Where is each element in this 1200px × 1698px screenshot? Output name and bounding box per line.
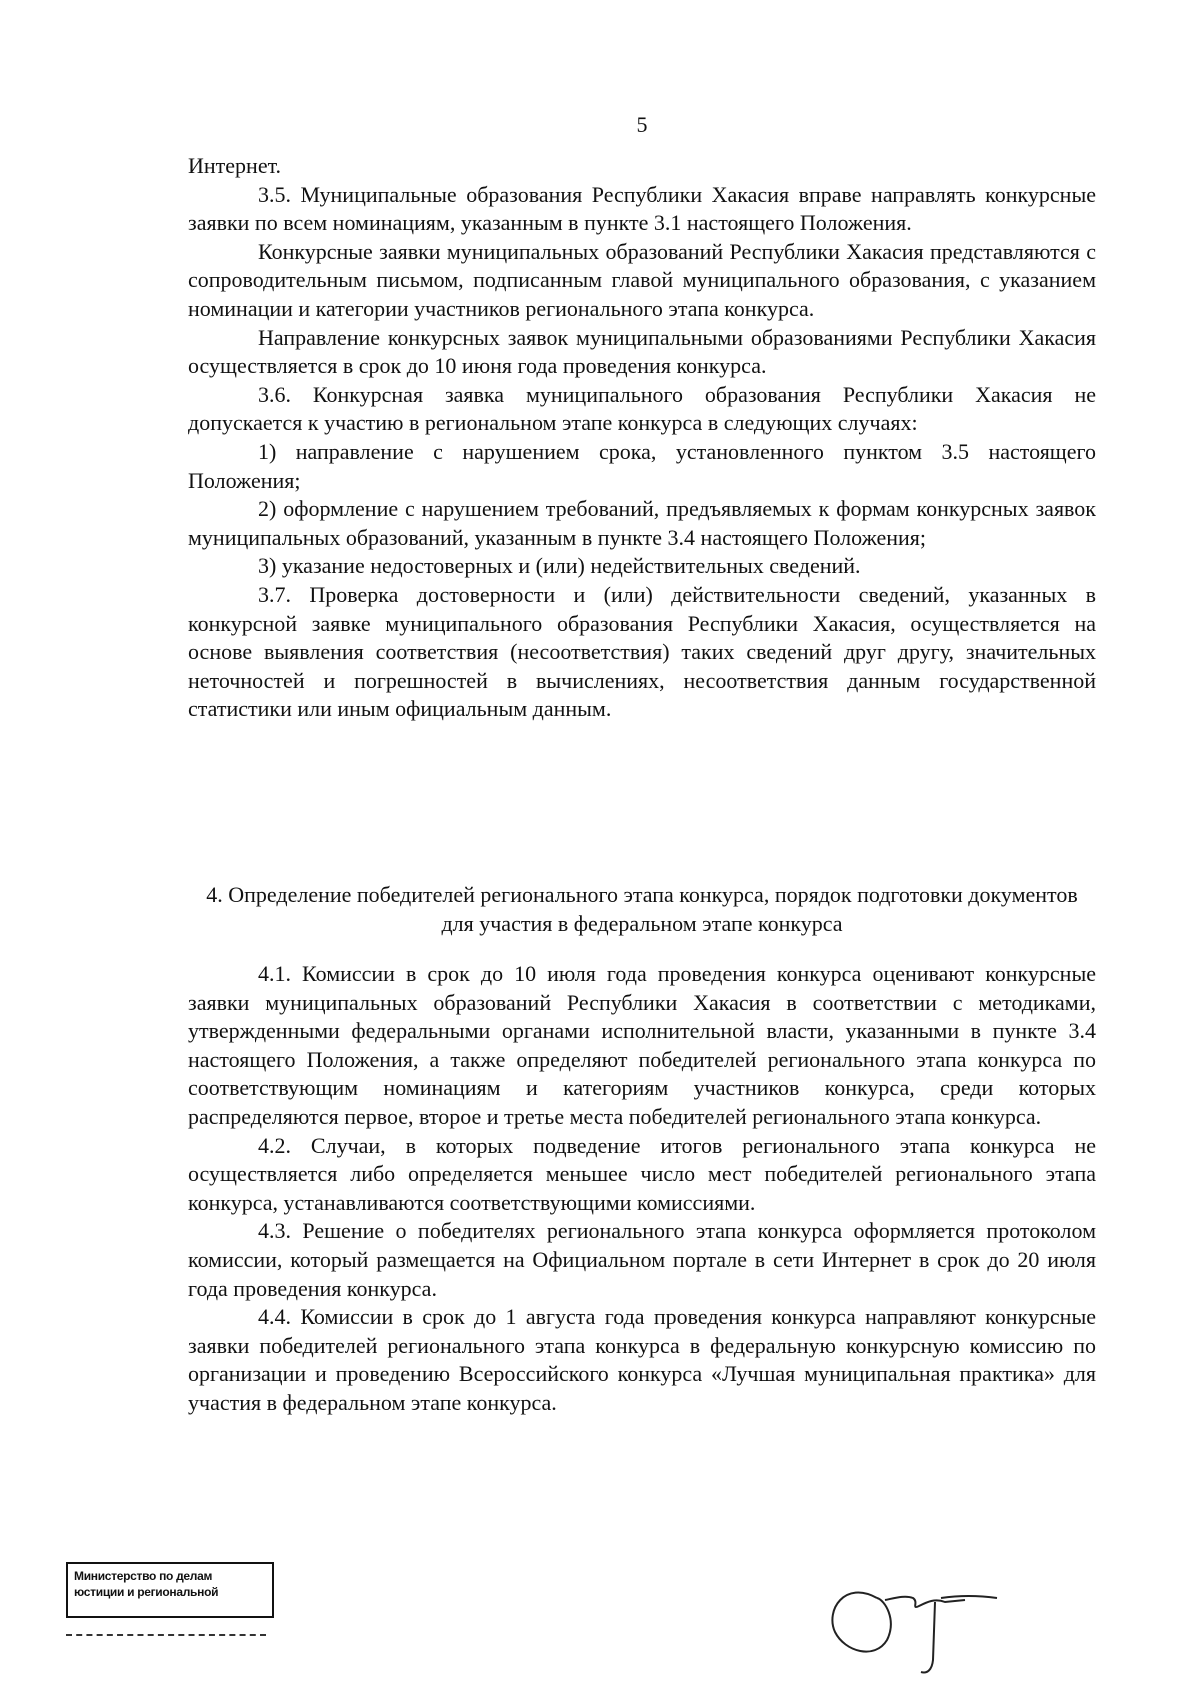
page-number: 5 [636,112,648,137]
paragraph: 1) направление с нарушением срока, установленного пунктом 3.5 настоящего Положения; [188,438,1096,493]
stamp-line-2: юстиции и региональной [74,1585,219,1599]
signature-mark [815,1540,1015,1680]
ministry-stamp [66,1562,274,1618]
paragraph: 4.1. Комиссии в срок до 10 июля года проведения конкурса оценивают конкурсные заявки муниципальных образований Республики Хакасия в соответствии с методиками, утвержденными федеральными органами исполнительной власти, указанными в пункте 3.4 настоящего Положения, а также определяют победителей регионального этапа конкурса по соответствующим номинациям и категориям участников конкурса, среди которых распределяются первое, второе и третье места победителей регионального этапа конкурса. [188,961,1096,1129]
section-body [188,960,1096,1418]
stamp-underline [66,1634,266,1636]
paragraph: 3.7. Проверка достоверности и (или) действительности сведений, указанных в конкурсной заявке муниципального образования Республики Хакасия, осуществляется на основе выявления соответствия (несоответствия) таких сведений друг другу, значительных неточностей и погрешностей в вычислениях, несоответствия данным государственной статистики или иным официальным данным. [188,581,1096,722]
section-heading: 4. Определение победителей регионального этапа конкурса, порядок подготовки документов для участия в федеральном этапе конкурса [206,882,1078,936]
paragraph: 4.3. Решение о победителях регионального этапа конкурса оформляется протоколом комиссии, который размещается на Официальном портале в сети Интернет в срок до 20 июля года проведения конкурса. [188,1218,1096,1301]
stamp-line-1: Министерство по делам [74,1569,213,1583]
paragraph: 3.5. Муниципальные образования Республики Хакасия вправе направлять конкурсные заявки по всем номинациям, указанным в пункте 3.1 настоящего Положения. [188,181,1096,236]
paragraph: 3) указание недостоверных и (или) недействительных сведений. [258,553,861,579]
paragraph: 4.2. Случаи, в которых подведение итогов регионального этапа конкурса не осуществляется либо определяется меньшее число мест победителей регионального этапа конкурса, устанавливаются соответствующими комиссиями. [188,1132,1096,1215]
paragraph: 4.4. Комиссии в срок до 1 августа года проведения конкурса направляют конкурсные заявки победителей регионального этапа конкурса в федеральную конкурсную комиссию по организации и проведению Всероссийского конкурса «Лучшая муниципальная практика» для участия в федеральном этапе конкурса. [188,1304,1096,1415]
paragraph: Направление конкурсных заявок муниципальными образованиями Республики Хакасия осуществляется в срок до 10 июня года проведения конкурса. [188,324,1096,379]
paragraph: 3.6. Конкурсная заявка муниципального образования Республики Хакасия не допускается к участию в региональном этапе конкурса в следующих случаях: [188,381,1096,436]
paragraph: Конкурсные заявки муниципальных образований Республики Хакасия представляются с сопроводительным письмом, подписанным главой муниципального образования, с указанием номинации и категории участников регионального этапа конкурса. [188,238,1096,321]
paragraph: 2) оформление с нарушением требований, предъявляемых к формам конкурсных заявок муниципальных образований, указанным в пункте 3.4 настоящего Положения; [188,496,1096,550]
paragraph: Интернет. [188,153,282,178]
body-text [188,152,1096,724]
